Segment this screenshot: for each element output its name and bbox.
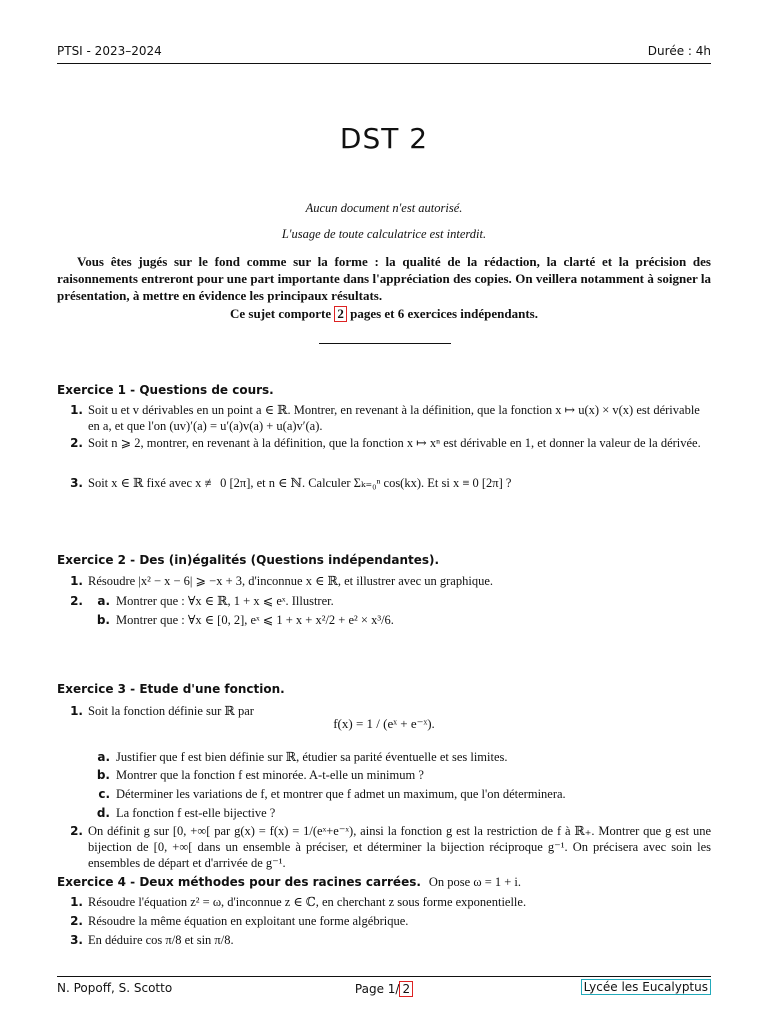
page-footer bbox=[57, 981, 711, 999]
footer-school-link[interactable]: Lycée les Eucalyptus bbox=[581, 979, 711, 995]
ex4-intro: On pose ω = 1 + i. bbox=[428, 875, 522, 889]
ex1-q1-number: 1. bbox=[70, 403, 83, 417]
ex3-q1b bbox=[96, 767, 711, 783]
ex3-q1d-text: La fonction f est-elle bijective ? bbox=[116, 806, 276, 820]
header-left: PTSI - 2023–2024 bbox=[57, 44, 162, 58]
notice-calculator: L'usage de toute calculatrice est interdit. bbox=[281, 227, 487, 241]
header-rule bbox=[57, 63, 711, 64]
document-title: DST 2 bbox=[339, 122, 429, 155]
ex3-q1-text: Soit la fonction définie sur ℝ par bbox=[88, 704, 254, 718]
notice-documents: Aucun document n'est autorisé. bbox=[305, 201, 463, 215]
separator-rule bbox=[319, 343, 451, 344]
ex4-q1-text: Résoudre l'équation z² = ω, d'inconnue z ∈ ℂ, en cherchant z sous forme exponentielle. bbox=[88, 895, 527, 909]
ex2-q2-number: 2. bbox=[70, 594, 83, 608]
ex1-q2-text: Soit n ⩾ 2, montrer, en revenant à la définition, que la fonction x ↦ xⁿ est dérivable en 1, et donner la valeur de la dérivée. bbox=[88, 436, 701, 450]
exercise-3-title: Exercice 3 - Etude d'une fonction. bbox=[57, 682, 285, 696]
footer-rule bbox=[57, 976, 711, 977]
exercise-2-title: Exercice 2 - Des (in)égalités (Questions indépendantes). bbox=[57, 553, 440, 567]
footer-authors: N. Popoff, S. Scotto bbox=[57, 981, 173, 995]
ex3-q1a-label: a. bbox=[97, 750, 110, 764]
ex2-q2b-text: Montrer que : ∀x ∈ [0, 2], eˣ ⩽ 1 + x + x²/2 + e² × x³/6. bbox=[116, 613, 394, 627]
ex4-q2-text: Résoudre la même équation en exploitant une forme algébrique. bbox=[88, 914, 409, 928]
ex3-q1c-label: c. bbox=[98, 787, 110, 801]
ex3-q2-text: On définit g sur [0, +∞[ par g(x) = f(x) = 1/(eˣ+e⁻ˣ), ainsi la fonction g est la restriction de f à ℝ₊. Montrer que g est une bijection de [0, +∞[ dans un ensemble à préciser, et déterminer la bijection réciproque g⁻¹. On précisera avec soin les ensembles de départ et d'arrivée de g⁻¹. bbox=[88, 824, 711, 870]
ex3-q1a-text: Justifier que f est bien définie sur ℝ, étudier sa parité éventuelle et ses limites. bbox=[116, 750, 508, 764]
ex2-q2a bbox=[97, 593, 711, 609]
exercise-4-title bbox=[57, 875, 521, 890]
ex4-title-text: Exercice 4 - Deux méthodes pour des racines carrées. bbox=[57, 875, 421, 889]
ex3-q1a bbox=[97, 749, 711, 765]
ex4-q3-number: 3. bbox=[70, 933, 83, 947]
ex1-q3-text: Soit x ∈ ℝ fixé avec x ≢ 0 [2π], et n ∈ ℕ. Calculer Σₖ₌₀ⁿ cos(kx). Et si x ≡ 0 [2π] ? bbox=[88, 476, 512, 490]
ex3-q1d bbox=[96, 805, 711, 821]
warning-paragraph: Vous êtes jugés sur le fond comme sur la forme : la qualité de la rédaction, la clarté et la précision des raisonnements entreront pour une part importante dans l'appréciation des copies. On veillera notamment à soigner la présentation, à mettre en évidence les principaux résultats. bbox=[57, 254, 711, 303]
ex4-q1-number: 1. bbox=[70, 895, 83, 909]
ex2-q2a-text: Montrer que : ∀x ∈ ℝ, 1 + x ⩽ eˣ. Illustrer. bbox=[116, 594, 334, 608]
ex3-q1d-label: d. bbox=[96, 806, 110, 820]
ex2-q2a-label: a. bbox=[97, 594, 110, 608]
ex3-q1b-label: b. bbox=[96, 768, 110, 782]
footer-page-prefix: Page 1/ bbox=[354, 982, 400, 996]
pages-after: pages et 6 exercices indépendants. bbox=[346, 306, 538, 321]
ex3-q1-number: 1. bbox=[70, 704, 83, 718]
page-count-link[interactable]: 2 bbox=[334, 306, 347, 322]
ex3-q1c bbox=[98, 786, 711, 802]
page-header bbox=[57, 44, 711, 62]
ex1-q1-text: Soit u et v dérivables en un point a ∈ ℝ. Montrer, en revenant à la définition, que la fonction x ↦ u(x) × v(x) est dérivable en a, et que l'on (uv)′(a) = u′(a)v(a) + u(a)v′(a). bbox=[88, 403, 700, 433]
exercise-1-title: Exercice 1 - Questions de cours. bbox=[57, 383, 274, 397]
footer-page-total-link[interactable]: 2 bbox=[399, 981, 413, 997]
ex3-q1c-text: Déterminer les variations de f, et montrer que f admet un maximum, que l'on déterminera. bbox=[116, 787, 566, 801]
ex2-q2b-label: b. bbox=[96, 613, 110, 627]
ex2-q2b bbox=[96, 612, 711, 628]
ex3-q2-number: 2. bbox=[70, 824, 83, 838]
ex2-q1-number: 1. bbox=[70, 574, 83, 588]
pages-before: Ce sujet comporte bbox=[230, 306, 335, 321]
header-right: Durée : 4h bbox=[647, 44, 711, 58]
ex4-q2-number: 2. bbox=[70, 914, 83, 928]
ex1-q2-number: 2. bbox=[70, 436, 83, 450]
pages-statement bbox=[0, 306, 768, 322]
ex4-q3-text: En déduire cos π/8 et sin π/8. bbox=[88, 933, 234, 947]
ex3-formula: f(x) = 1 / (eˣ + e⁻ˣ). bbox=[333, 716, 435, 731]
ex1-q3-number: 3. bbox=[70, 476, 83, 490]
ex3-q1b-text: Montrer que la fonction f est minorée. A-t-elle un minimum ? bbox=[116, 768, 424, 782]
ex2-q1-text: Résoudre |x² − x − 6| ⩾ −x + 3, d'inconnue x ∈ ℝ, et illustrer avec un graphique. bbox=[88, 574, 493, 588]
